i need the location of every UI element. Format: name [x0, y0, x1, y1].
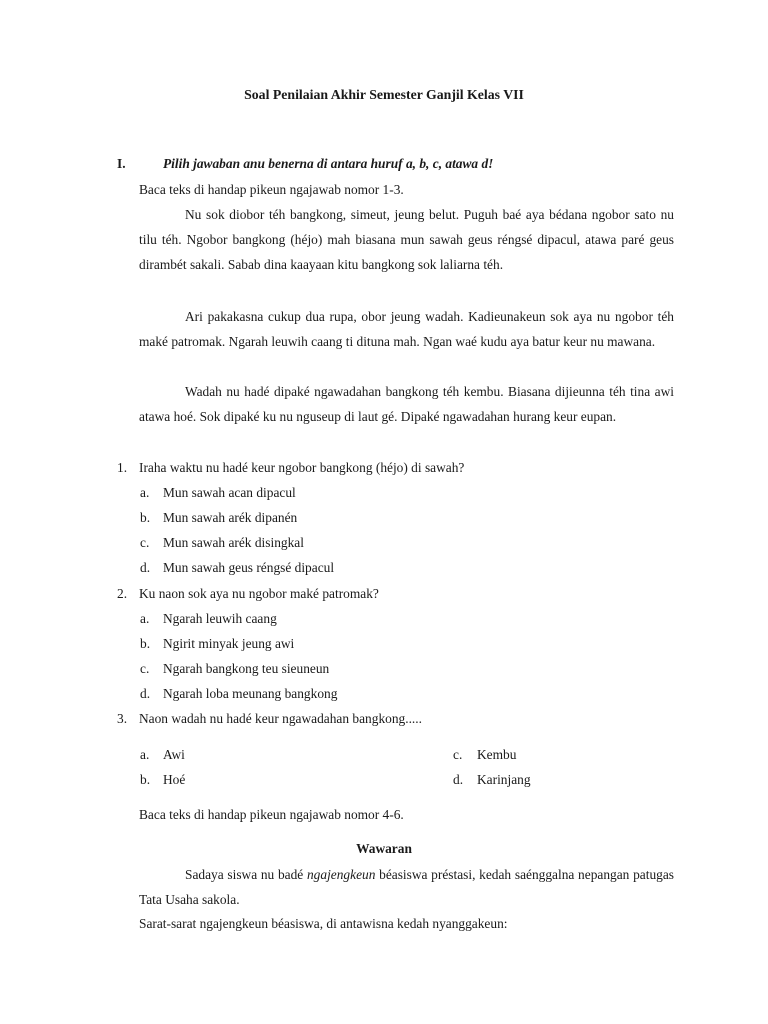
option-text: Kembu — [477, 747, 517, 762]
question-text: Ku naon sok aya nu ngobor maké patromak? — [139, 586, 379, 601]
section-number: I. — [117, 156, 126, 171]
question-text: Iraha waktu nu hadé keur ngobor bangkong (héjo) di sawah? — [139, 460, 465, 475]
reading-paragraph-3: Wadah nu hadé dipaké ngawadahan bangkong téh kembu. Biasana dijieunna téh tina awi atawa hoé. Sok dipaké ku nu nguseup di laut gé. Dipaké ngawadahan hurang keur eupan. — [139, 384, 674, 425]
question-number: 3. — [117, 711, 128, 726]
option-label: c. — [140, 661, 150, 676]
option-label: a. — [140, 747, 150, 762]
option-text: Awi — [163, 747, 185, 762]
announcement-paragraph-1 — [139, 862, 674, 912]
option-label: b. — [140, 772, 151, 787]
italic-term: ngajengkeun — [306, 867, 376, 882]
option-text: Ngarah bangkong teu sieuneun — [163, 661, 330, 676]
page-title: Soal Penilaian Akhir Semester Ganjil Kelas VII — [244, 87, 524, 102]
option-label: c. — [453, 747, 463, 762]
section-instruction: Pilih jawaban anu benerna di antara huruf a, b, c, atawa d! — [163, 156, 494, 171]
option-label: d. — [140, 560, 151, 575]
option-text: Karinjang — [477, 772, 531, 787]
reading-paragraph-2: Ari pakakasna cukup dua rupa, obor jeung wadah. Kadieunakeun sok aya nu ngobor téh maké patromak. Ngarah leuwih caang ti dituna mah. Ngan waé kudu aya batur keur nu mawana. — [139, 309, 674, 350]
option-label: a. — [140, 611, 150, 626]
option-text: Mun sawah arék disingkal — [163, 535, 304, 550]
option-text: Mun sawah geus réngsé dipacul — [163, 560, 335, 575]
option-text: Hoé — [163, 772, 186, 787]
announcement-heading: Wawaran — [356, 841, 412, 856]
question-number: 2. — [117, 586, 128, 601]
option-text: Mun sawah acan dipacul — [163, 485, 296, 500]
option-text: Mun sawah arék dipanén — [163, 510, 298, 525]
reading-paragraph-1: Nu sok diobor téh bangkong, simeut, jeung belut. Puguh baé aya bédana ngobor sato nu tilu téh. Ngobor bangkong (héjo) mah biasana mun sawah geus réngsé dipacul, atawa paré geus dirambét sakali. Sabab dina kaayaan kitu bangkong sok laliarna téh. — [139, 207, 674, 273]
announcement-text: béasiswa préstasi, kedah saénggalna nepangan patugas Tata Usaha sakola. — [139, 867, 674, 908]
question-text: Naon wadah nu hadé keur ngawadahan bangkong..... — [139, 711, 422, 726]
option-text: Ngirit minyak jeung awi — [163, 636, 295, 651]
question-number: 1. — [117, 460, 128, 475]
announcement-paragraph-2: Sarat-sarat ngajengkeun béasiswa, di antawisna kedah nyanggakeun: — [139, 916, 508, 931]
reading-intro-1: Baca teks di handap pikeun ngajawab nomor 1-3. — [139, 182, 404, 197]
option-label: b. — [140, 510, 151, 525]
option-text: Ngarah leuwih caang — [163, 611, 277, 626]
option-label: d. — [140, 686, 151, 701]
option-label: d. — [453, 772, 464, 787]
option-label: a. — [140, 485, 150, 500]
option-text: Ngarah loba meunang bangkong — [163, 686, 338, 701]
announcement-text: Sadaya siswa nu badé — [185, 867, 307, 882]
option-label: c. — [140, 535, 150, 550]
reading-intro-2: Baca teks di handap pikeun ngajawab nomor 4-6. — [139, 807, 404, 822]
option-label: b. — [140, 636, 151, 651]
